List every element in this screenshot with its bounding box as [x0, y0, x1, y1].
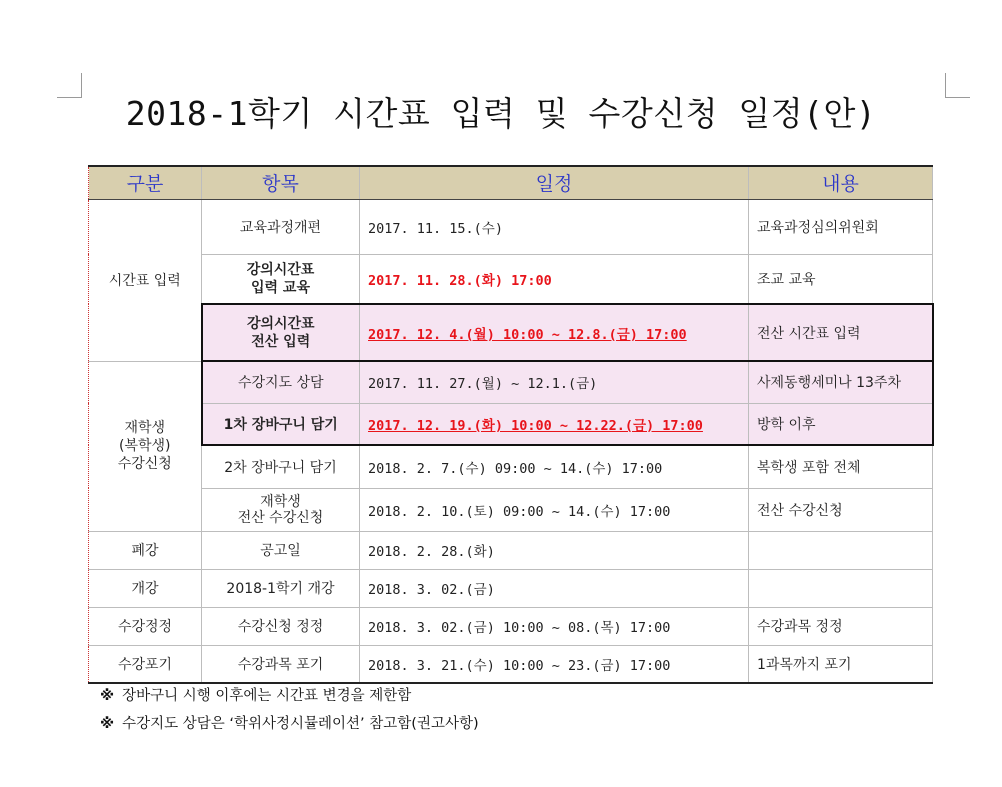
table-row — [89, 645, 933, 683]
row-item: 1차 장바구니 담기 — [202, 403, 360, 445]
table-row — [89, 488, 933, 531]
row-item: 강의시간표 입력 교육 — [202, 254, 360, 304]
header-schedule: 일정 — [360, 166, 749, 199]
row-item: 강의시간표 전산 입력 — [202, 304, 360, 361]
row-date: 2018. 3. 21.(수) 10:00 ~ 23.(금) 17:00 — [360, 645, 749, 683]
row-desc: 교육과정심의위원회 — [749, 199, 933, 254]
group-timetable: 시간표 입력 — [89, 199, 202, 361]
table-row — [89, 254, 933, 304]
row-desc: 방학 이후 — [749, 403, 933, 445]
header-category: 구분 — [89, 166, 202, 199]
table-row-highlighted — [89, 403, 933, 445]
note-text: 수강지도 상담은 ‘학위사정시뮬레이션’ 참고함(권고사항) — [122, 716, 479, 732]
row-date: 2017. 11. 27.(월) ~ 12.1.(금) — [360, 361, 749, 403]
row-item: 재학생 전산 수강신청 — [202, 488, 360, 531]
row-date: 2018. 2. 10.(토) 09:00 ~ 14.(수) 17:00 — [360, 488, 749, 531]
table-row — [89, 531, 933, 569]
row-desc: 1과목까지 포기 — [749, 645, 933, 683]
row-desc: 조교 교육 — [749, 254, 933, 304]
row-date: 2018. 2. 7.(수) 09:00 ~ 14.(수) 17:00 — [360, 445, 749, 488]
row-desc: 전산 시간표 입력 — [749, 304, 933, 361]
row-desc: 복학생 포함 전체 — [749, 445, 933, 488]
table-header-row — [89, 166, 933, 199]
note-text: 장바구니 시행 이후에는 시간표 변경을 제한함 — [122, 688, 412, 704]
table-row — [89, 445, 933, 488]
table-row-highlighted — [89, 361, 933, 403]
row-item: 수강신청 정정 — [202, 607, 360, 645]
row-item: 수강과목 포기 — [202, 645, 360, 683]
reference-mark-icon: ※ — [100, 688, 115, 704]
table-row-highlighted — [89, 304, 933, 361]
schedule-table — [88, 165, 934, 684]
table-row — [89, 199, 933, 254]
group-opening: 개강 — [89, 569, 202, 607]
header-content: 내용 — [749, 166, 933, 199]
row-date: 2018. 2. 28.(화) — [360, 531, 749, 569]
row-desc: 수강과목 정정 — [749, 607, 933, 645]
row-item: 2018-1학기 개강 — [202, 569, 360, 607]
row-date: 2017. 11. 28.(화) 17:00 — [360, 254, 749, 304]
table-row — [89, 569, 933, 607]
row-date: 2017. 11. 15.(수) — [360, 199, 749, 254]
row-date: 2018. 3. 02.(금) 10:00 ~ 08.(목) 17:00 — [360, 607, 749, 645]
row-desc: 전산 수강신청 — [749, 488, 933, 531]
row-desc — [749, 569, 933, 607]
group-withdrawal: 폐강 — [89, 531, 202, 569]
row-desc — [749, 531, 933, 569]
row-item: 수강지도 상담 — [202, 361, 360, 403]
row-date: 2017. 12. 4.(월) 10:00 ~ 12.8.(금) 17:00 — [360, 304, 749, 361]
header-item: 항목 — [202, 166, 360, 199]
notes — [100, 682, 479, 738]
table-row — [89, 607, 933, 645]
note-line — [100, 710, 479, 738]
group-drop: 수강포기 — [89, 645, 202, 683]
row-item: 2차 장바구니 담기 — [202, 445, 360, 488]
row-date: 2017. 12. 19.(화) 10:00 ~ 12.22.(금) 17:00 — [360, 403, 749, 445]
row-item: 공고일 — [202, 531, 360, 569]
document-title: 2018-1학기 시간표 입력 및 수강신청 일정(안) — [125, 94, 877, 133]
note-line — [100, 682, 479, 710]
row-date: 2018. 3. 02.(금) — [360, 569, 749, 607]
row-desc: 사제동행세미나 13주차 — [749, 361, 933, 403]
reference-mark-icon: ※ — [100, 716, 115, 732]
row-item: 교육과정개편 — [202, 199, 360, 254]
group-registration: 재학생 (복학생) 수강신청 — [89, 361, 202, 531]
group-adjustment: 수강정정 — [89, 607, 202, 645]
